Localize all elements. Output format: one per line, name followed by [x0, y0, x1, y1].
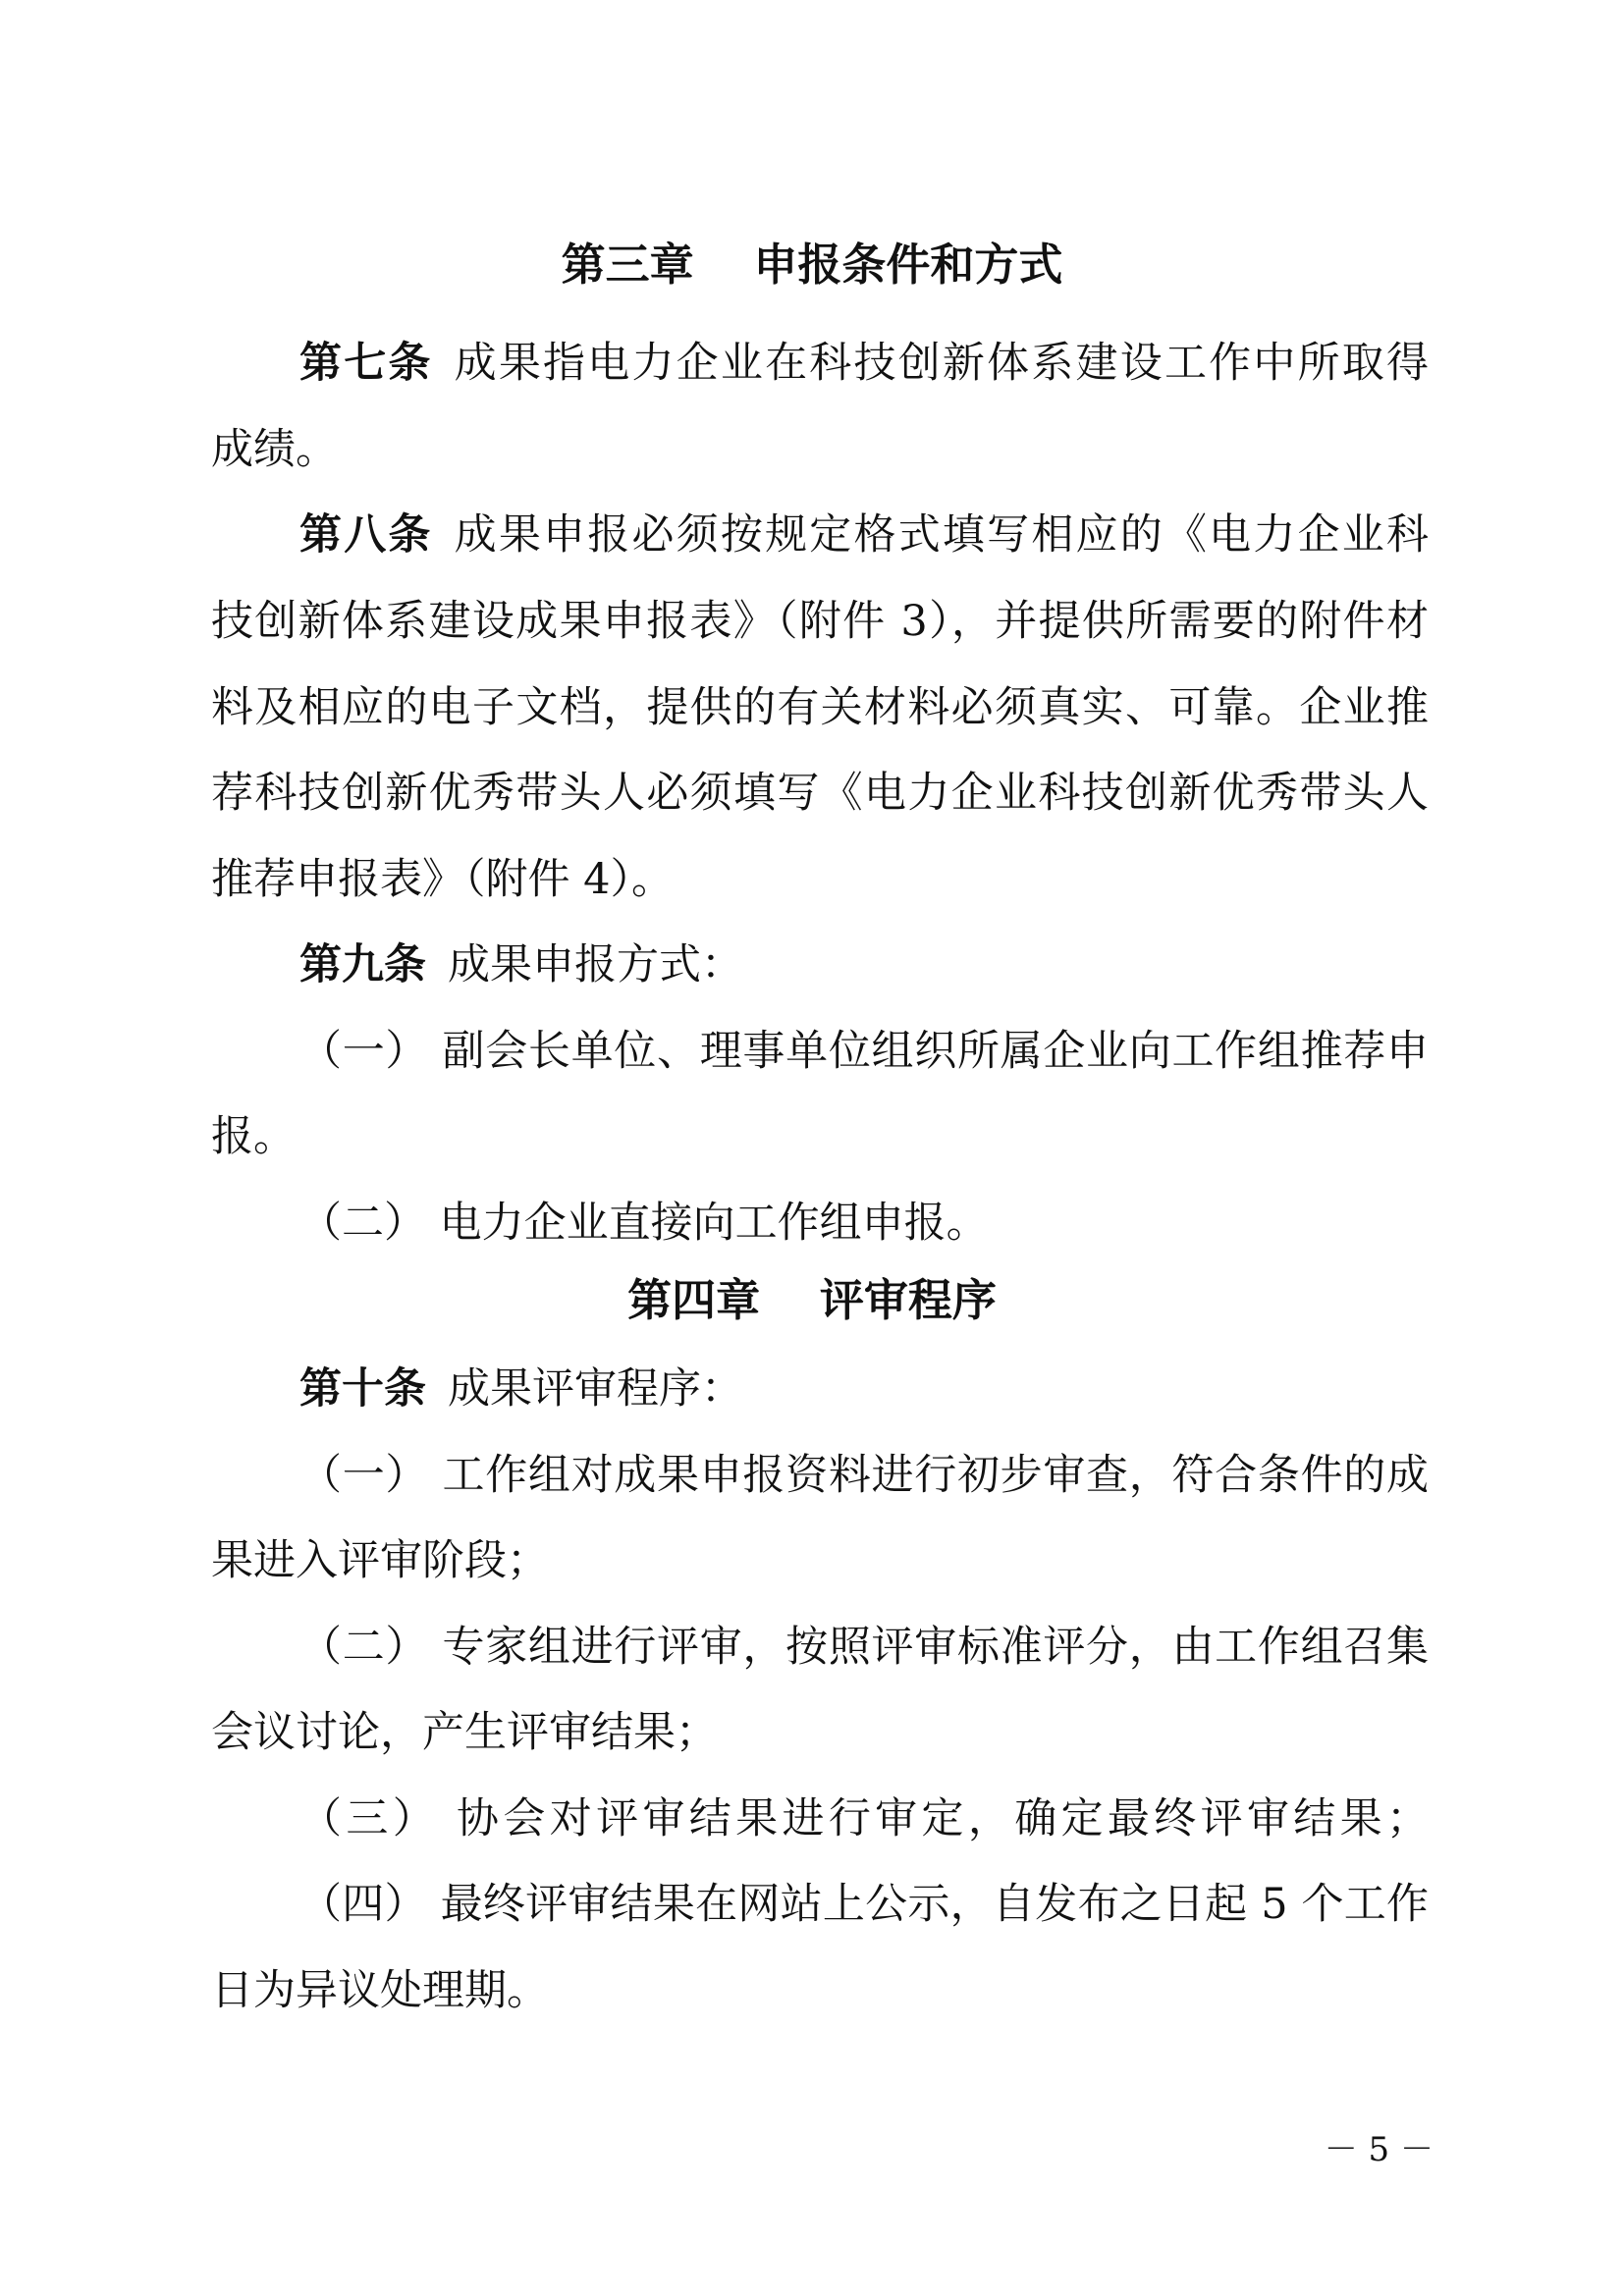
article-8-line-3: 料及相应的电子文档，提供的有关材料必须真实、可靠。企业推 [211, 683, 1429, 732]
article-10-item-2-line-1: （二） 专家组进行评审，按照评审标准评分，由工作组召集 [299, 1623, 1429, 1672]
article-8-line-1 [299, 506, 1429, 564]
article-8-line-2: 技创新体系建设成果申报表》（附件 3），并提供所需要的附件材 [211, 597, 1429, 646]
article-10-text: 成果评审程序： [448, 1364, 743, 1414]
chapter-4-heading: 第四章 评审程序 [627, 1274, 997, 1326]
article-10-item-2-line-2: 会议讨论，产生评审结果； [211, 1708, 718, 1757]
article-9-label: 第九条 [299, 940, 426, 989]
article-9-line-1 [299, 935, 1429, 994]
article-9-item-2: （二） 电力企业直接向工作组申报。 [299, 1199, 989, 1248]
article-10-item-1-line-1: （一） 工作组对成果申报资料进行初步审查，符合条件的成 [299, 1451, 1429, 1500]
article-10-item-4-line-1: （四） 最终评审结果在网站上公示，自发布之日起 5 个工作 [299, 1880, 1429, 1929]
article-8-label: 第八条 [299, 510, 433, 560]
article-7-line-2: 成绩。 [211, 425, 338, 474]
article-7-line-1 [299, 334, 1429, 393]
article-9-text: 成果申报方式： [448, 940, 743, 989]
article-8-text-1: 成果申报必须按规定格式填写相应的《电力企业科 [454, 510, 1429, 560]
article-10-item-1-line-2: 果进入评审阶段； [211, 1536, 549, 1585]
article-7-label: 第七条 [299, 339, 433, 388]
article-10-item-4-line-2: 日为异议处理期。 [211, 1966, 549, 2015]
article-9-item-1-line-1: （一） 副会长单位、理事单位组织所属企业向工作组推荐申 [299, 1027, 1429, 1076]
article-10-item-3: （三） 协会对评审结果进行审定，确定最终评审结果； [299, 1794, 1429, 1843]
article-10-label: 第十条 [299, 1364, 426, 1414]
article-9-item-1-line-2: 报。 [211, 1112, 296, 1161]
article-7-text-1: 成果指电力企业在科技创新体系建设工作中所取得 [454, 339, 1429, 388]
page-number: － 5 － [1324, 2130, 1434, 2169]
article-8-line-5: 推荐申报表》（附件 4）。 [211, 855, 675, 904]
article-8-line-4: 荐科技创新优秀带头人必须填写《电力企业科技创新优秀带头人 [211, 769, 1429, 818]
chapter-3-heading: 第三章 申报条件和方式 [561, 239, 1063, 291]
article-10-line-1 [299, 1360, 1429, 1418]
